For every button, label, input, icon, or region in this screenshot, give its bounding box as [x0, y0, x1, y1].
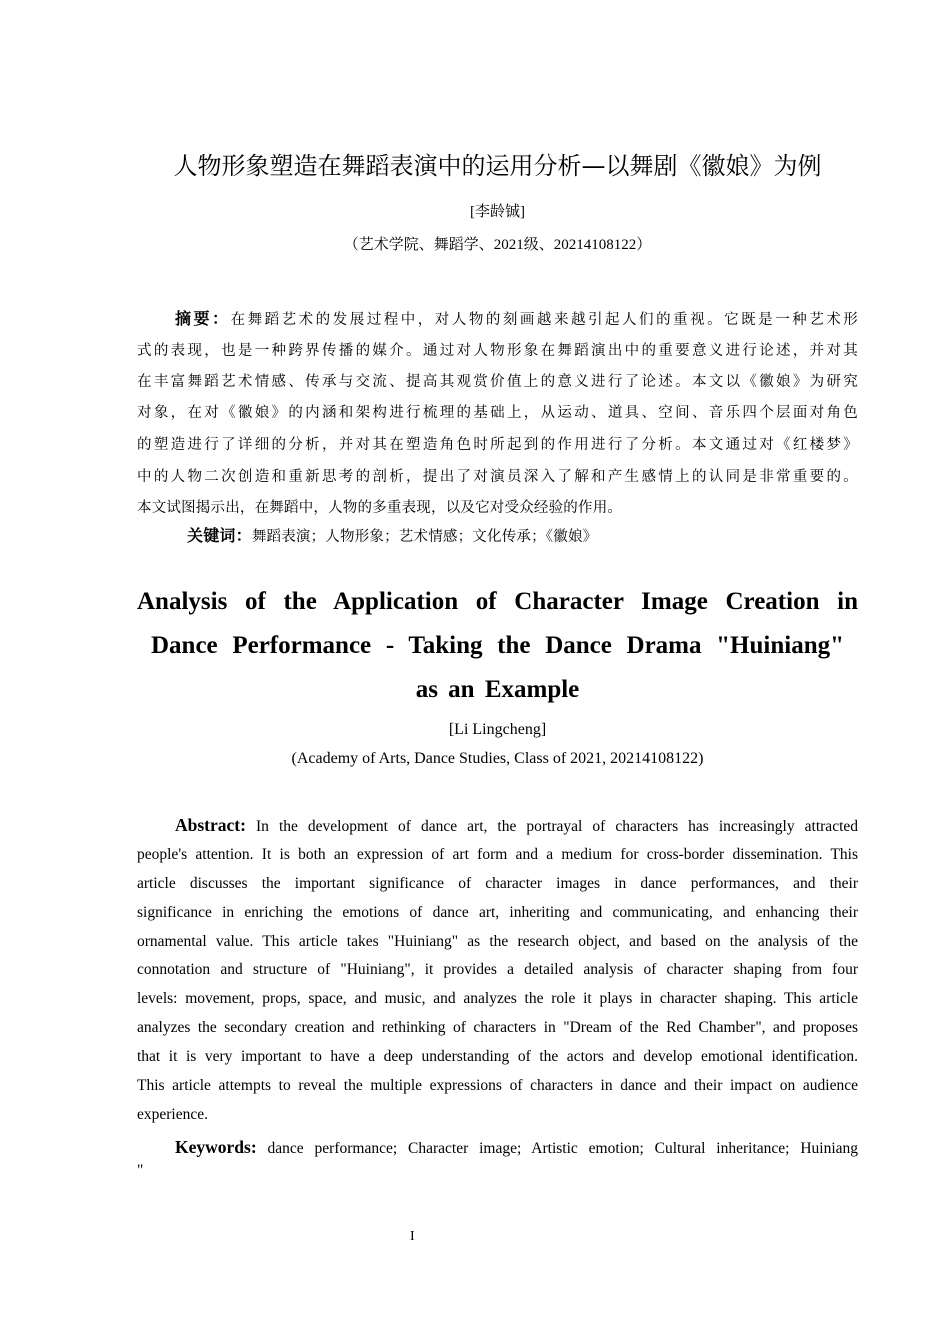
- english-abstract-line: This article attempts to reveal the multiple expressions of characters in dance and their impact on audience: [137, 1077, 858, 1094]
- chinese-abstract-line: 的塑造进行了详细的分析，并对其在塑造角色时所起到的作用进行了分析。本文通过对《红楼梦》: [137, 437, 858, 453]
- chinese-keywords: 关键词：舞蹈表演；人物形象；艺术情感；文化传承；《徽娘》: [187, 526, 598, 545]
- page-number: I: [410, 1229, 415, 1244]
- english-title-line: Analysis of the Application of Character Image Creation in: [137, 588, 858, 615]
- chinese-abstract-label: 摘要：: [175, 309, 231, 328]
- english-title-line: Dance Performance - Taking the Dance Drama "Huiniang": [151, 632, 844, 659]
- english-abstract-line: people's attention. It is both an expression of art form and a medium for cross-border dissemination. This: [137, 846, 858, 863]
- chinese-abstract-line: 在丰富舞蹈艺术情感、传承与交流、提高其观赏价值上的意义进行了论述。本文以《徽娘》为研究: [137, 374, 858, 390]
- english-abstract-line: analyzes the secondary creation and rethinking of characters in "Dream of the Red Chamber", and proposes: [137, 1019, 858, 1036]
- chinese-abstract-line: 对象，在对《徽娘》的内涵和架构进行梳理的基础上，从运动、道具、空间、音乐四个层面对角色: [137, 405, 858, 421]
- english-abstract-line: Abstract: In the development of dance art, the portrayal of characters has increasingly attracted: [175, 815, 859, 835]
- chinese-affiliation: （艺术学院、舞蹈学、2021级、20214108122）: [343, 237, 652, 253]
- english-author: [Li Lingcheng]: [448, 721, 547, 738]
- chinese-abstract-line: 本文试图揭示出，在舞蹈中，人物的多重表现，以及它对受众经验的作用。: [137, 500, 623, 516]
- chinese-abstract-line: 中的人物二次创造和重新思考的剖析，提出了对演员深入了解和产生感情上的认同是非常重要的。: [137, 469, 858, 485]
- english-abstract-label: Abstract:: [175, 815, 246, 835]
- english-keywords: Keywords: dance performance; Character image; Artistic emotion; Cultural inheritance; Huiniang: [175, 1137, 859, 1157]
- english-title-line: as an Example: [415, 676, 580, 703]
- english-abstract-line: significance in enriching the emotions of dance art, inheriting and communicating, and enhancing their: [137, 904, 858, 921]
- english-abstract-line: article discusses the important significance of character images in dance performances, and their: [137, 875, 858, 892]
- chinese-abstract-line: 摘要：在舞蹈艺术的发展过程中，对人物的刻画越来越引起人们的重视。它既是一种艺术形: [175, 309, 858, 328]
- english-abstract-line: levels: movement, props, space, and music, and analyzes the role it plays in character shaping. This article: [137, 990, 858, 1007]
- english-abstract-line: experience.: [137, 1106, 208, 1123]
- english-abstract-line: that it is very important to have a deep understanding of the actors and develop emotional identification.: [137, 1048, 858, 1065]
- english-keywords-tail: ": [137, 1162, 144, 1179]
- chinese-author: [李龄铖]: [470, 204, 525, 220]
- chinese-abstract-line: 式的表现，也是一种跨界传播的媒介。通过对人物形象在舞蹈演出中的重要意义进行论述，并对其: [137, 343, 858, 359]
- english-abstract-line: connotation and structure of "Huiniang", it provides a detailed analysis of character shaping from four: [137, 961, 858, 978]
- english-affiliation: (Academy of Arts, Dance Studies, Class of 2021, 20214108122): [291, 750, 704, 767]
- chinese-title: 人物形象塑造在舞蹈表演中的运用分析—以舞剧《徽娘》为例: [173, 152, 822, 180]
- english-abstract-line: ornamental value. This article takes "Huiniang" as the research object, and based on the analysis of the: [137, 933, 858, 950]
